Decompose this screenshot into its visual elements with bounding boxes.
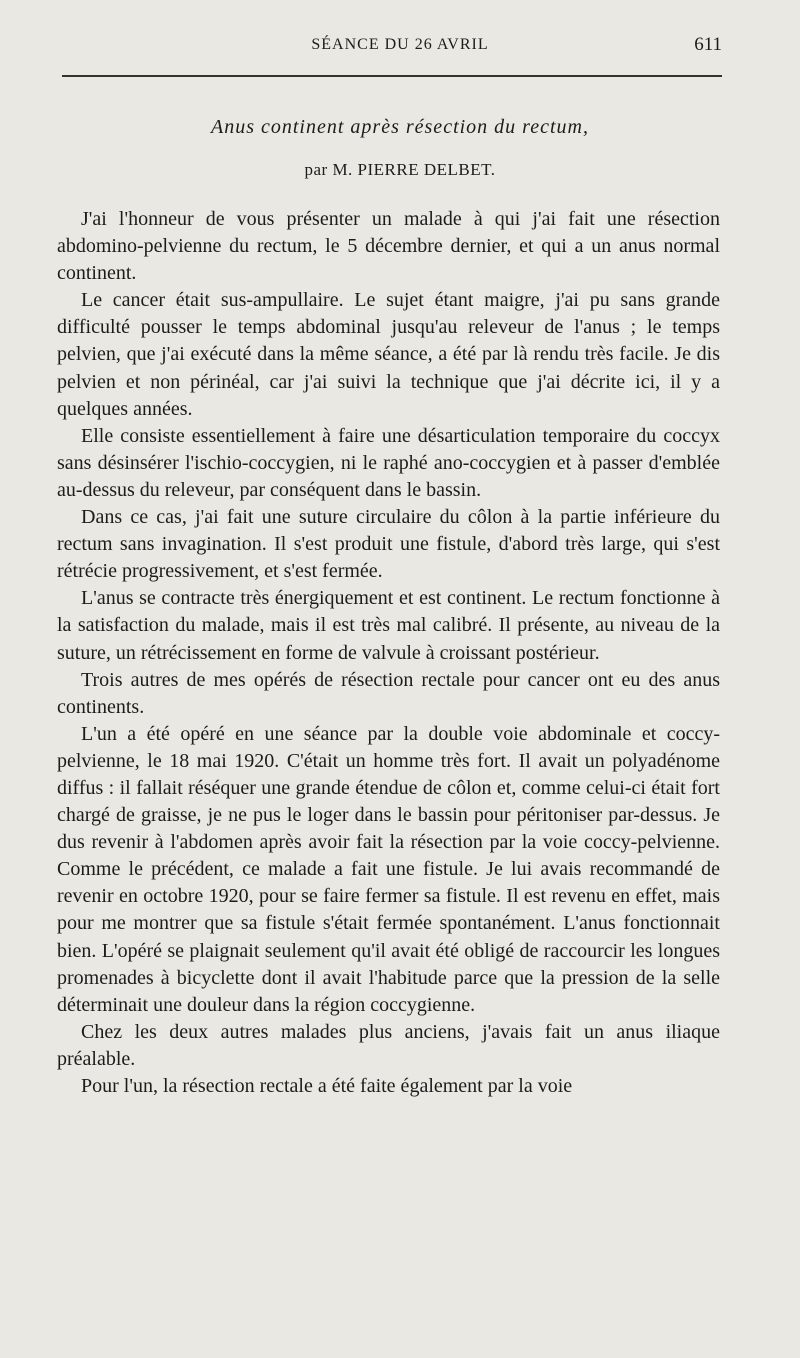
paragraph: Chez les deux autres malades plus anciens, j'avais fait un anus iliaque préalable. <box>57 1020 720 1070</box>
paragraph: J'ai l'honneur de vous présenter un malade à qui j'ai fait une résection abdomino-pelvienne du rectum, le 5 décembre dernier, et qui a un anus normal continent. <box>57 208 720 285</box>
article-body <box>57 206 720 1100</box>
paragraph: L'anus se contracte très énergiquement et est continent. Le rectum fonctionne à la satisfaction du malade, mais il est très mal calibré. Il présente, au niveau de la suture, un rétrécissement en forme de valvule à croissant postérieur. <box>57 587 720 664</box>
paragraph: Le cancer était sus-ampullaire. Le sujet étant maigre, j'ai pu sans grande difficulté pousser le temps abdominal jusqu'au releveur de l'anus ; le temps pelvien, que j'ai exécuté dans la même séance, a été par là rendu très facile. Je dis pelvien et non périnéal, car j'ai suivi la technique que j'ai décrite ici, il y a quelques années. <box>57 289 720 420</box>
running-title: SÉANCE DU 26 AVRIL <box>311 36 489 53</box>
header-rule <box>62 75 722 77</box>
page-number: 611 <box>694 34 722 55</box>
paragraph: L'un a été opéré en une séance par la double voie abdominale et coccy-pelvienne, le 18 mai 1920. C'était un homme très fort. Il avait un polyadénome diffus : il fallait réséquer une grande étendue de côlon et, comme celui-ci était fort chargé de graisse, je ne pus le loger dans le bassin pour péritoniser par-dessus. Je dus revenir à l'abdomen après avoir fait la résection par la voie coccy-pelvienne. Comme le précédent, ce malade a fait une fistule. Je lui avais recommandé de revenir en octobre 1920, pour se faire fermer sa fistule. Il est revenu en effet, mais pour me montrer que sa fistule s'était fermée spontanément. L'anus fonctionnait bien. L'opéré se plaignait seulement qu'il avait été obligé de raccourcir les longues promenades à bicyclette dont il avait l'habitude parce que la pression de la selle déterminait une douleur dans la région coccygienne. <box>57 722 720 1016</box>
article-byline: par M. PIERRE DELBET. <box>304 160 496 179</box>
paragraph: Trois autres de mes opérés de résection rectale pour cancer ont eu des anus continents. <box>57 668 720 718</box>
paragraph: Dans ce cas, j'ai fait une suture circulaire du côlon à la partie inférieure du rectum sans invagination. Il s'est produit une fistule, d'abord très large, qui s'est rétrécie progressivement, et s'est fermée. <box>57 506 720 583</box>
running-head <box>0 34 800 58</box>
article-title: Anus continent après résection du rectum, <box>211 116 589 138</box>
paragraph: Pour l'un, la résection rectale a été faite également par la voie <box>81 1075 573 1097</box>
paragraph: Elle consiste essentiellement à faire une désarticulation temporaire du coccyx sans désinsérer l'ischio-coccygien, ni le raphé ano-coccygien et à passer d'emblée au-dessus du releveur, par conséquent dans le bassin. <box>57 424 720 501</box>
